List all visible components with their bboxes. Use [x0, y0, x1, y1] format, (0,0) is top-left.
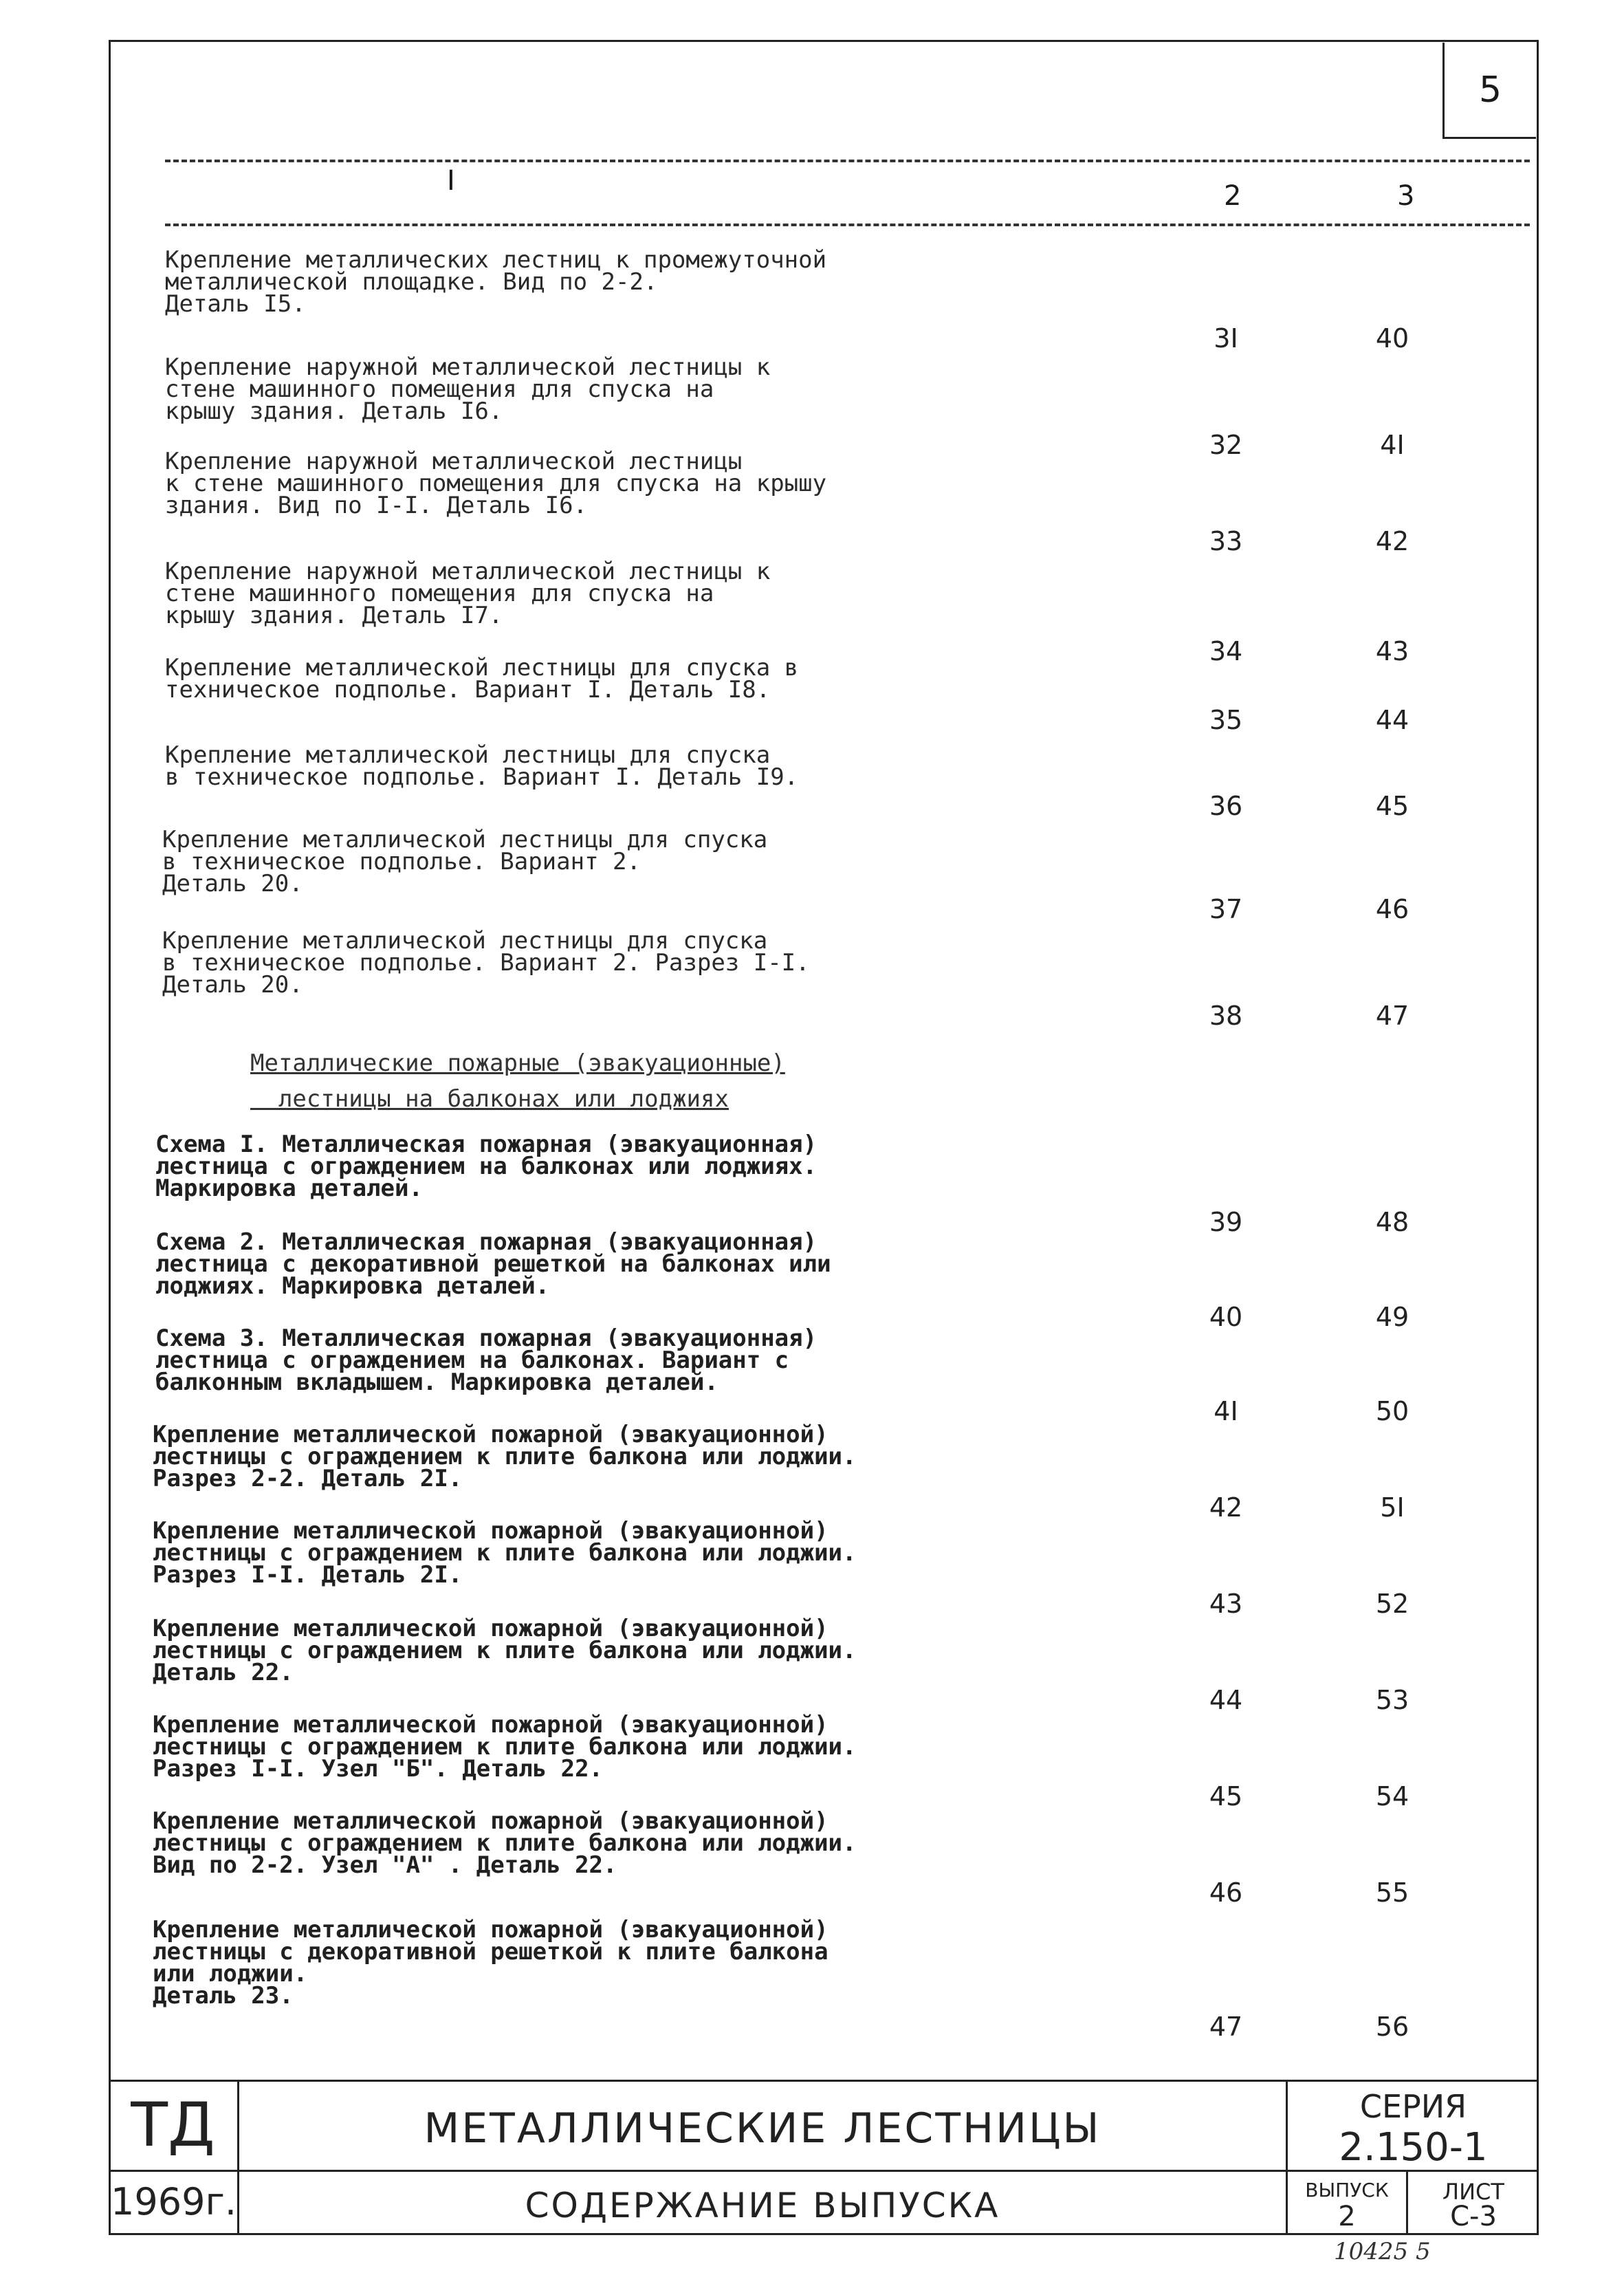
contents-entry-text: Крепление наружной металлической лестницы к стене машинного помещения для спуска на крышу здания. Деталь I6. [165, 353, 771, 425]
column-header-1: I [447, 165, 455, 197]
contents-entry-col2: 3I [1214, 323, 1238, 353]
contents-entry-text: Крепление металлических лестниц к промежуточной металлической площадке. Вид по 2-2. Деталь I5. [165, 246, 827, 318]
contents-entry-col2: 44 [1209, 1685, 1243, 1715]
list-value: С-3 [1450, 2201, 1497, 2232]
vypusk-value: 2 [1338, 2201, 1356, 2232]
contents-entry-col2: 46 [1209, 1877, 1243, 1908]
contents-entry-col2: 45 [1209, 1781, 1243, 1811]
contents-entry-col2: 33 [1209, 526, 1243, 556]
page-number: 5 [1442, 43, 1536, 139]
contents-entry-col2: 43 [1209, 1589, 1243, 1619]
year-label: 1969г. [111, 2180, 237, 2223]
contents-entry-col3: 55 [1375, 1877, 1409, 1908]
column-header-2: 2 [1224, 180, 1242, 212]
contents-entry-col3: 46 [1375, 894, 1409, 924]
contents-entry-text: Крепление металлической пожарной (эвакуационной) лестницы с ограждением к плите балкона или лоджии. Разрез 2-2. Деталь 2I. [153, 1421, 857, 1492]
title-block-mid-line [109, 2170, 1539, 2172]
contents-entry-col2: 35 [1209, 705, 1243, 735]
contents-entry-text: Крепление металлической пожарной (эвакуационной) лестницы с ограждением к плите балкона или лоджии. Разрез I-I. Деталь 2I. [153, 1517, 857, 1589]
contents-entry-col3: 44 [1375, 705, 1409, 735]
contents-entry-text: Схема 3. Металлическая пожарная (эвакуационная) лестница с ограждением на балконах. Вариант с балконным вкладышем. Маркировка деталей. [155, 1325, 818, 1396]
contents-entry-text: Крепление металлической лестницы для спуска в техническое подполье. Вариант 2. Деталь 20. [162, 826, 768, 897]
contents-entry-col2: 47 [1209, 2012, 1243, 2042]
header-rule-top [165, 160, 1530, 162]
contents-entry-col3: 43 [1375, 636, 1409, 666]
column-header-3: 3 [1397, 180, 1415, 212]
series-value: 2.150-1 [1339, 2125, 1488, 2170]
series-label: СЕРИЯ [1359, 2088, 1467, 2125]
contents-entry-col3: 54 [1375, 1781, 1409, 1811]
contents-entry-col3: 4I [1380, 430, 1405, 460]
contents-entry-col2: 39 [1209, 1207, 1243, 1237]
title-block-top-line [109, 2080, 1539, 2082]
contents-entry-col3: 52 [1375, 1589, 1409, 1619]
list-label: ЛИСТ [1442, 2179, 1504, 2205]
contents-entry-col2: 37 [1209, 894, 1243, 924]
contents-entry-col3: 53 [1375, 1685, 1409, 1715]
header-rule-bottom [165, 224, 1530, 226]
contents-entry-text: Схема 2. Металлическая пожарная (эвакуационная) лестница с декоративной решеткой на балконах или лоджиях. Маркировка деталей. [155, 1228, 831, 1300]
contents-entry-text: Крепление металлической лестницы для спуска в техническое подполье. Вариант I. Деталь I9. [165, 741, 799, 791]
contents-entry-col2: 4I [1214, 1396, 1238, 1426]
contents-entry-col2: 42 [1209, 1492, 1243, 1523]
handwritten-note: 10425 5 [1334, 2238, 1431, 2265]
contents-entry-col3: 48 [1375, 1207, 1409, 1237]
contents-entry-text: Крепление наружной металлической лестницы к стене машинного помещения для спуска на крышу здания. Деталь I7. [165, 558, 771, 629]
contents-entry-col2: 36 [1209, 791, 1243, 821]
td-label: ТД [131, 2089, 215, 2160]
contents-entry-text: Крепление металлической пожарной (эвакуационной) лестницы с ограждением к плите балкона или лоджии. Разрез I-I. Узел "Б". Деталь 22. [153, 1711, 857, 1783]
contents-entry-col2: 38 [1209, 1001, 1243, 1031]
contents-entry-col3: 50 [1375, 1396, 1409, 1426]
contents-entry-text: Крепление металлической лестницы для спуска в техническое подполье. Вариант I. Деталь I8. [165, 654, 799, 704]
vypusk-label: ВЫПУСК [1305, 2179, 1389, 2201]
section-heading: Металлические пожарные (эвакуационные) лестницы на балконах или лоджиях [250, 1049, 785, 1113]
contents-entry-text: Крепление металлической пожарной (эвакуационной) лестницы с ограждением к плите балкона или лоджии. Вид по 2-2. Узел "А" . Деталь 22. [153, 1807, 857, 1879]
contents-entry-text: Крепление наружной металлической лестницы к стене машинного помещения для спуска на крышу здания. Вид по I-I. Деталь I6. [165, 448, 827, 519]
contents-entry-col2: 40 [1209, 1302, 1243, 1332]
contents-entry-text: Крепление металлической пожарной (эвакуационной) лестницы с ограждением к плите балкона или лоджии. Деталь 22. [153, 1615, 857, 1686]
contents-entry-text: Схема I. Металлическая пожарная (эвакуационная) лестница с ограждением на балконах или лоджиях. Маркировка деталей. [155, 1131, 818, 1202]
contents-entry-col2: 32 [1209, 430, 1243, 460]
contents-entry-col3: 42 [1375, 526, 1409, 556]
contents-entry-col3: 45 [1375, 791, 1409, 821]
document-title: МЕТАЛЛИЧЕСКИЕ ЛЕСТНИЦЫ [424, 2104, 1101, 2153]
contents-entry-col3: 47 [1375, 1001, 1409, 1031]
contents-entry-text: Крепление металлической лестницы для спуска в техническое подполье. Вариант 2. Разрез I-I. Деталь 20. [162, 927, 810, 999]
contents-entry-col2: 34 [1209, 636, 1243, 666]
contents-entry-col3: 40 [1375, 323, 1409, 353]
contents-entry-col3: 49 [1375, 1302, 1409, 1332]
contents-entry-text: Крепление металлической пожарной (эвакуационной) лестницы с декоративной решеткой к плите балкона или лоджии. Деталь 23. [153, 1916, 829, 2010]
contents-entry-col3: 5I [1380, 1492, 1405, 1523]
contents-entry-col3: 56 [1375, 2012, 1409, 2042]
document-subtitle: СОДЕРЖАНИЕ ВЫПУСКА [525, 2186, 1000, 2225]
